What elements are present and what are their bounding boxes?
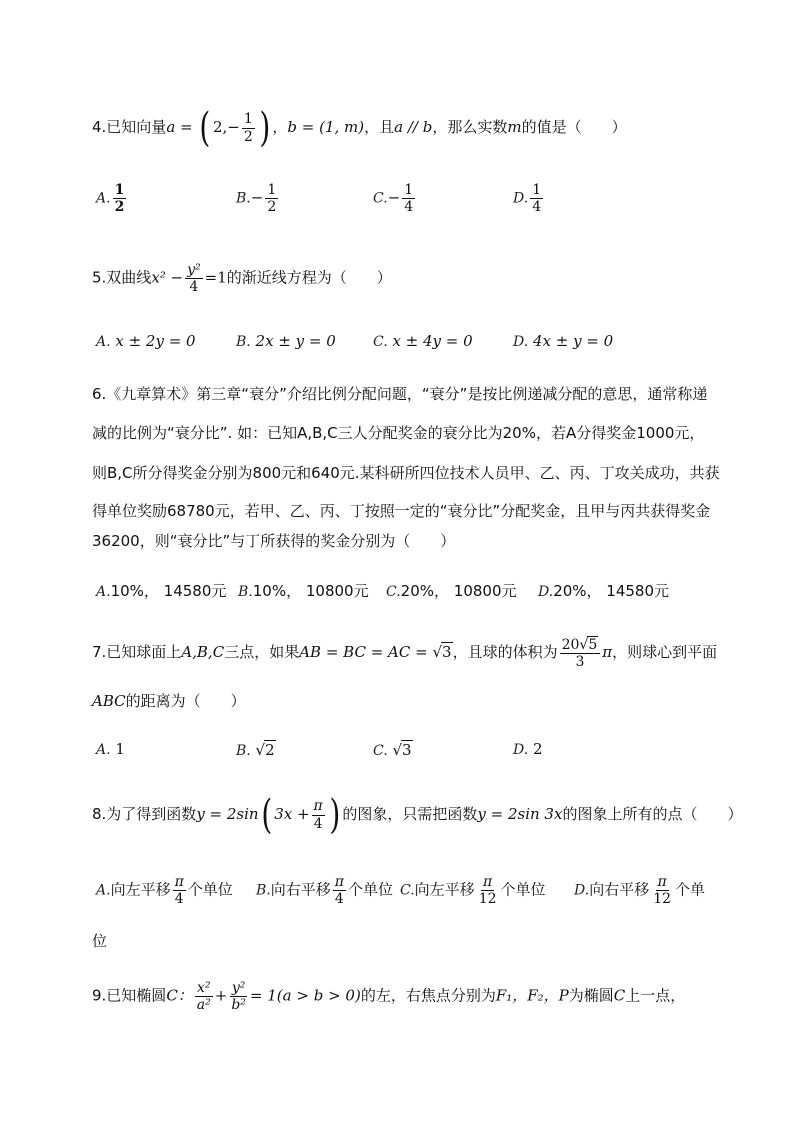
q4-end: 的值是（ ）: [521, 118, 627, 136]
q9-f2: F₂，: [527, 986, 559, 1005]
q8-option-d[interactable]: D.向右平移 $\frac{\pi}{12}$ 个单: [574, 874, 706, 908]
q7-prefix: 7.已知球面上: [92, 643, 182, 662]
q9-c: C：: [166, 986, 193, 1005]
q6-line-4: 得单位奖励68780元，若甲、乙、丙、丁按照一定的“衰分比”分配奖金，且甲与丙共获得奖金: [92, 502, 711, 520]
q9-fraction-x: $\frac{\text{x²}}{\text{a²}}$: [196, 980, 211, 1014]
q8-func1-fraction: $\frac{\pi}{4}$: [313, 798, 323, 832]
q4-option-d[interactable]: D. $\frac{1}{4}$: [513, 182, 542, 216]
q8-option-d-wrap: 位: [92, 932, 108, 950]
q6-line-1: 6.《九章算术》第三章“衰分”介绍比例分配问题，“衰分”是按比例递减分配的意思，通常称递: [92, 385, 708, 403]
q6-line-2: 减的比例为“衰分比”. 如：已知A,B,C三人分配奖金的衰分比为20%，若A分得奖金1000元，: [92, 424, 705, 442]
q7-eq: AB = BC = AC =: [299, 643, 433, 662]
q4-mid: ，且: [364, 118, 395, 136]
q6-option-b[interactable]: B.10%， 10800元: [238, 582, 369, 600]
q9-p: P: [558, 986, 569, 1005]
q5-option-a[interactable]: A. x ± 2y = 0: [96, 332, 196, 350]
q9-mid2: 为椭圆: [568, 986, 614, 1005]
q7-line2-end: 的距离为（ ）: [125, 692, 246, 710]
q8-option-a[interactable]: A.向左平移 $\frac{\pi}{4}$ 个单位: [96, 874, 233, 908]
q4-prefix: 4.已知向量: [92, 118, 167, 136]
q7-mid2: ，且球的体积为: [452, 643, 558, 662]
q7-option-a[interactable]: A. 1: [96, 740, 125, 758]
q7-option-d[interactable]: D. 2: [513, 740, 543, 758]
q4-paren-left: (: [199, 105, 211, 151]
q8-option-b[interactable]: B.向右平移 $\frac{\pi}{4}$ 个单位: [256, 874, 393, 908]
q6-line-5: 36200，则“衰分比”与丁所获得的奖金分别为（ ）: [92, 532, 456, 550]
q7-stem-line-2: [92, 690, 246, 711]
q4-paren-right: ): [259, 105, 271, 151]
q8-func1-b: 3x +: [274, 805, 310, 823]
q8-suffix: 的图象上所有的点（ ）: [562, 805, 743, 823]
q7-volume-fraction: $\frac{20√5}{3}$: [560, 636, 601, 670]
q5-stem: [92, 262, 392, 295]
q4-option-b[interactable]: B.− $\frac{1}{2}$: [236, 182, 277, 216]
q6-option-c[interactable]: C.20%， 10800元: [386, 582, 517, 600]
q7-option-c[interactable]: C. √3: [373, 741, 412, 759]
q9-f1: F₁，: [495, 986, 528, 1005]
q8-func2: y = 2sin 3x: [477, 805, 563, 823]
q7-abc: ABC: [92, 692, 126, 710]
q8-func1-a: y = 2sin: [196, 805, 259, 823]
q7-mid3: ，则球心到平面: [612, 643, 718, 662]
q6-option-a[interactable]: A.10%， 14580元: [96, 582, 227, 600]
q4-a-fraction: $\frac{1}{2}$: [243, 111, 253, 145]
q5-option-b[interactable]: B. 2x ± y = 0: [236, 332, 336, 350]
q4-option-a[interactable]: A. $\frac{1}{2}$: [96, 182, 125, 216]
q9-mid: 的左，右焦点分别为: [360, 986, 496, 1005]
q4-option-c[interactable]: C.− $\frac{1}{4}$: [373, 182, 414, 216]
q9-condition: = 1(a > b > 0): [249, 986, 361, 1005]
q9-stem: 9.已知椭圆C： $\frac{\text{x²}}{\text{a²}}$ + $\frac{\text{y²}}{\text{b²}}$ = 1(a > b > 0)的左，右焦点分别为F₁，F₂，P为椭圆C上一点，: [92, 980, 686, 1014]
q4-var-m: m: [507, 118, 522, 136]
q4-vector-b: b = (1, m): [287, 118, 365, 136]
q7-sqrt3: 3: [442, 643, 452, 662]
q7-pi: π: [602, 643, 613, 662]
q7-stem: 7.已知球面上A,B,C三点，如果AB = BC = AC = √3，且球的体积为 $\frac{20√5}{3}$ π，则球心到平面: [92, 637, 718, 671]
q8-stem: 8.为了得到函数y = 2sin( 3x + $\frac{\pi}{4}$ ) 的图象，只需把函数y = 2sin 3x的图象上所有的点（ ）: [92, 792, 743, 838]
q8-prefix: 8.为了得到函数: [92, 805, 197, 823]
q5-eq: =1: [204, 268, 227, 287]
q7-mid1: 三点，如果: [224, 643, 300, 662]
q4-vector-a: a: [166, 118, 176, 136]
q4-parallel: a // b: [394, 118, 433, 136]
q5-fraction: $\frac{\text{y²}}{4}$: [187, 262, 201, 296]
q7-option-b[interactable]: B. √2: [236, 741, 275, 759]
q8-mid: 的图象，只需把函数: [342, 805, 478, 823]
q5-x2: x² −: [151, 268, 184, 287]
q9-end: 上一点，: [625, 986, 686, 1005]
q6-line-3: 则B,C所分得奖金分别为800元和640元.某科研所四位技术人员甲、乙、丙、丁攻关成功，共获: [92, 464, 720, 482]
q9-fraction-y: $\frac{\text{y²}}{\text{b²}}$: [231, 980, 246, 1014]
q8-option-c[interactable]: C.向左平移 $\frac{\pi}{12}$ 个单位: [400, 874, 546, 908]
q6-option-d[interactable]: D.20%， 14580元: [538, 582, 670, 600]
q5-suffix: 的渐近线方程为（ ）: [226, 268, 392, 287]
q4-a-value: 2,−: [212, 118, 240, 136]
q7-points: A,B,C: [181, 643, 225, 662]
q5-option-d[interactable]: D. 4x ± y = 0: [513, 332, 614, 350]
q5-option-c[interactable]: C. x ± 4y = 0: [373, 332, 473, 350]
q4-stem: 4.已知向量a = ( 2,− $\frac{1}{2}$ ) ，b = (1, m)，且a // b，那么实数m的值是（ ）: [92, 105, 627, 151]
q9-c2: C: [613, 986, 626, 1005]
q4-suffix: ，那么实数: [432, 118, 508, 136]
q5-prefix: 5.双曲线: [92, 268, 152, 287]
q9-prefix: 9.已知椭圆: [92, 986, 167, 1005]
